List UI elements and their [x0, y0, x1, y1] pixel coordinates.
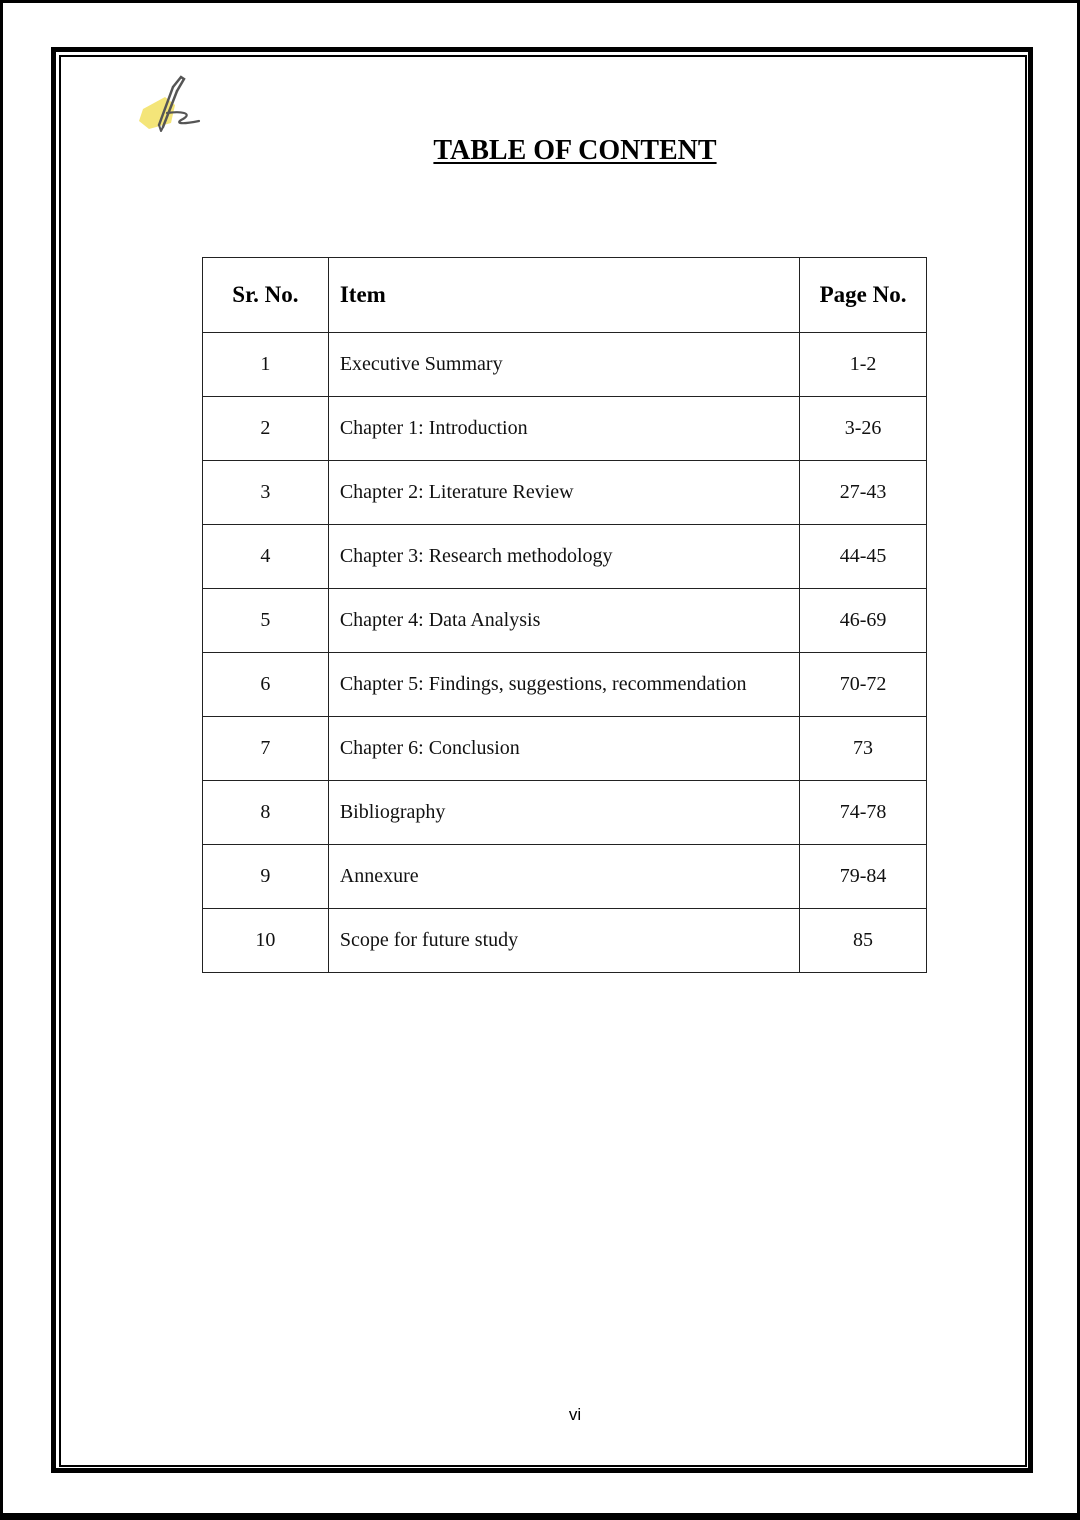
- header-sr-no: Sr. No.: [203, 258, 329, 333]
- cell-sr-no: 5: [203, 589, 329, 653]
- table-row: [203, 525, 927, 589]
- cell-item: Scope for future study: [328, 909, 799, 973]
- cell-item: Executive Summary: [328, 333, 799, 397]
- table-row: [203, 653, 927, 717]
- cell-page-no: 44-45: [800, 525, 927, 589]
- cell-page-no: 46-69: [800, 589, 927, 653]
- pen-writing-icon: [137, 75, 203, 135]
- cell-sr-no: 9: [203, 845, 329, 909]
- cell-page-no: 74-78: [800, 781, 927, 845]
- cell-sr-no: 10: [203, 909, 329, 973]
- table-row: [203, 781, 927, 845]
- cell-page-no: 73: [800, 717, 927, 781]
- page-number: vi: [568, 1405, 582, 1424]
- cell-item: Annexure: [328, 845, 799, 909]
- cell-item: Chapter 4: Data Analysis: [328, 589, 799, 653]
- cell-sr-no: 1: [203, 333, 329, 397]
- table-row: [203, 717, 927, 781]
- table-row: [203, 333, 927, 397]
- header-item: Item: [328, 258, 799, 333]
- cell-item: Chapter 2: Literature Review: [328, 461, 799, 525]
- cell-page-no: 79-84: [800, 845, 927, 909]
- table-of-contents: [202, 257, 927, 973]
- cell-sr-no: 7: [203, 717, 329, 781]
- cell-page-no: 70-72: [800, 653, 927, 717]
- cell-item: Chapter 1: Introduction: [328, 397, 799, 461]
- cell-sr-no: 3: [203, 461, 329, 525]
- cell-page-no: 1-2: [800, 333, 927, 397]
- cell-sr-no: 6: [203, 653, 329, 717]
- cell-item: Chapter 3: Research methodology: [328, 525, 799, 589]
- table-row: [203, 589, 927, 653]
- document-page: [3, 3, 1077, 1513]
- cell-sr-no: 4: [203, 525, 329, 589]
- cell-item: Chapter 6: Conclusion: [328, 717, 799, 781]
- cell-sr-no: 2: [203, 397, 329, 461]
- table-row: [203, 845, 927, 909]
- header-page-no: Page No.: [800, 258, 927, 333]
- table-row: [203, 909, 927, 973]
- cell-sr-no: 8: [203, 781, 329, 845]
- page-title: TABLE OF CONTENT: [433, 135, 717, 166]
- cell-item: Bibliography: [328, 781, 799, 845]
- cell-page-no: 3-26: [800, 397, 927, 461]
- cell-item: Chapter 5: Findings, suggestions, recommendation: [328, 653, 799, 717]
- table-row: [203, 461, 927, 525]
- cell-page-no: 85: [800, 909, 927, 973]
- table-row: [203, 397, 927, 461]
- cell-page-no: 27-43: [800, 461, 927, 525]
- table-header-row: [203, 258, 927, 333]
